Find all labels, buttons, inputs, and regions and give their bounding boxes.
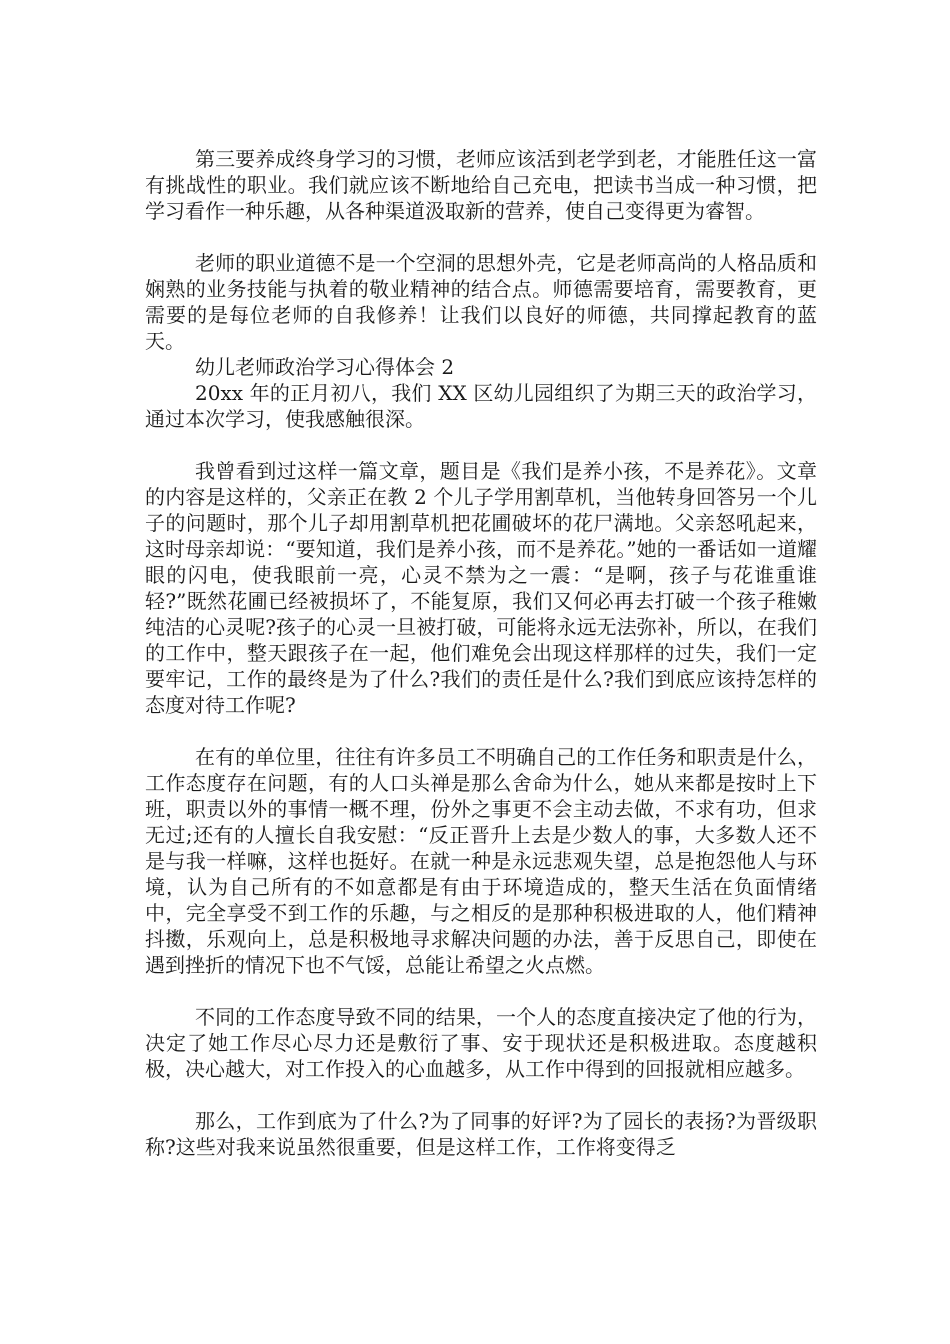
section-heading: 幼儿老师政治学习心得体会 2 xyxy=(195,355,455,379)
paragraph-spacer xyxy=(145,718,817,744)
paragraph-different-results: 不同的工作态度导致不同的结果，一个人的态度直接决定了他的行为，决定了她工作尽心尽力还是敷衍了事、安于现状还是积极进取。态度越积极，决心越大，对工作投入的心血越多，从工作中得到的回报就相应越多。 xyxy=(145,1005,817,1081)
paragraph-lifelong-learning: 第三要养成终身学习的习惯，老师应该活到老学到老，才能胜任这一富有挑战性的职业。我们就应该不断地给自己充电，把读书当成一种习惯，把学习看作一种乐趣，从各种渠道汲取新的营养，使自己变得更为睿智。 xyxy=(145,147,817,223)
paragraph-why-work: 那么，工作到底为了什么?为了同事的好评?为了园长的表扬?为晋级职称?这些对我来说虽然很重要，但是这样工作，工作将变得乏 xyxy=(145,1109,817,1159)
paragraph-spacer xyxy=(145,1082,817,1108)
paragraph-work-attitudes: 在有的单位里，往往有许多员工不明确自己的工作任务和职责是什么，工作态度存在问题，有的人口头禅是那么舍命为什么，她从来都是按时上下班，职责以外的事情一概不理，份外之事更不会主动去做，不求有功，但求无过;还有的人擅长自我安慰：“反正晋升上去是少数人的事，大多数人还不是与我一样嘛，这样也挺好。在就一种是永远悲观失望，总是抱怨他人与环境，认为自己所有的不如意都是有由于环境造成的，整天生活在负面情绪中，完全享受不到工作的乐趣，与之相反的是那种积极进取的人，他们精神抖擞，乐观向上，总是积极地寻求解决问题的办法，善于反思自己，即使在遇到挫折的情况下也不气馁，总能让希望之火点燃。 xyxy=(145,745,817,977)
document-body xyxy=(145,146,817,1160)
paragraph-teacher-ethics: 老师的职业道德不是一个空洞的思想外壳，它是老师高尚的人格品质和娴熟的业务技能与执着的敬业精神的结合点。师德需要培育，需要教育，更需要的是每位老师的自我修养！让我们以良好的师德，共同撑起教育的蓝天。 xyxy=(145,251,817,353)
paragraph-intro: 20xx 年的正月初八，我们 XX 区幼儿园组织了为期三天的政治学习，通过本次学习，使我感触很深。 xyxy=(145,381,817,431)
paragraph-spacer xyxy=(145,978,817,1004)
paragraph-spacer xyxy=(145,224,817,250)
paragraph-article-story: 我曾看到过这样一篇文章，题目是《我们是养小孩，不是养花》。文章的内容是这样的，父亲正在教 2 个儿子学用割草机，当他转身回答另一个儿子的问题时，那个儿子却用割草机把花圃破坏的花尸满地。父亲怒吼起来，这时母亲却说：“要知道，我们是养小孩，而不是养花。”她的一番话如一道耀眼的闪电，使我眼前一亮，心灵不禁为之一震：“是啊，孩子与花谁重谁轻?”既然花圃已经被损坏了，不能复原，我们又何必再去打破一个孩子稚嫩纯洁的心灵呢?孩子的心灵一旦被打破，可能将永远无法弥补，所以，在我们的工作中，整天跟孩子在一起，他们难免会出现这样那样的过失，我们一定要牢记，工作的最终是为了什么?我们的责任是什么?我们到底应该持怎样的态度对待工作呢? xyxy=(145,459,817,717)
paragraph-spacer xyxy=(145,432,817,458)
